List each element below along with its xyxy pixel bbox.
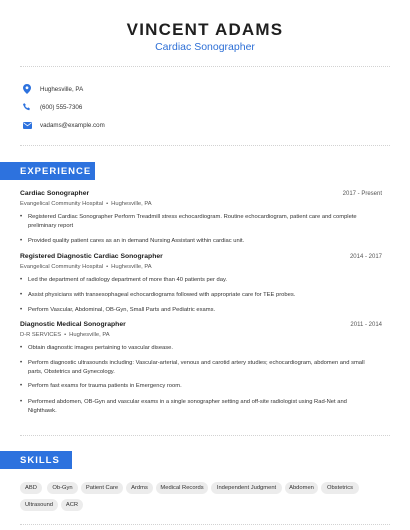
job-title: Diagnostic Medical Sonographer <box>20 321 126 328</box>
bullet-text: Provided quality patient cares as an in demand Nursing Assistant within cardiac unit. <box>28 238 245 244</box>
skill-chip: Patient Care <box>81 482 123 494</box>
divider <box>20 524 390 525</box>
skill-chip: Ultrasound <box>20 499 58 511</box>
skill-chip: ABD <box>20 482 42 494</box>
job-dates: 2017 - Present <box>342 191 382 197</box>
experience-heading: EXPERIENCE <box>0 162 95 180</box>
job-bullet: • Perform Vascular, Abdominal, OB-Gyn, Small Parts and Pediatric exams. <box>20 307 216 313</box>
skills-heading: SKILLS <box>0 451 72 469</box>
location-pin-icon <box>22 84 32 94</box>
job-bullet: • Assist physicians with transesophageal echocardiograms followed with appropriate care for TEE probes. <box>20 292 296 298</box>
divider <box>20 145 390 146</box>
contact-email-text: vadams@example.com <box>40 121 105 129</box>
candidate-role: Cardiac Sonographer <box>155 41 255 53</box>
job-title: Registered Diagnostic Cardiac Sonographer <box>20 253 163 260</box>
job-bullet: • Led the department of radiology department of more than 40 patients per day. <box>20 277 228 283</box>
skill-chip: Independent Judgment <box>211 482 282 494</box>
bullet-text: Perform diagnostic ultrasounds including: Vascular-arterial, venous and carotid artery studies; echocardiogram, abdomen and small parts, Obstetrics and Gynecology. <box>28 360 365 375</box>
job-title: Cardiac Sonographer <box>20 190 90 197</box>
job-dates: 2014 - 2017 <box>349 254 382 260</box>
divider <box>20 435 390 436</box>
bullet-text: Obtain diagnostic images pertaining to vascular disease. <box>28 345 174 351</box>
divider <box>20 66 390 67</box>
contact-email <box>22 119 322 131</box>
skill-chip: Ob-Gyn <box>47 482 78 494</box>
job-company: Evangelical Community Hospital <box>20 201 104 207</box>
contact-phone-text: (600) 555-7306 <box>40 103 83 111</box>
job-employer: D-R SERVICES • Hughesville, PA <box>20 332 110 338</box>
bullet-text: Registered Cardiac Sonographer Perform Treadmill stress echocardiogram. Routine echocardiogram, patient care and complete preliminary report <box>28 214 357 229</box>
job-location: Hughesville, PA <box>111 264 152 270</box>
bullet-text: Perform fast exams for trauma patients in Emergency room. <box>28 383 182 389</box>
candidate-name: VINCENT ADAMS <box>126 20 284 39</box>
job-location: Hughesville, PA <box>69 332 110 338</box>
job-employer: Evangelical Community Hospital • Hughesville, PA <box>20 264 152 270</box>
skill-chip: Obstetrics <box>321 482 359 494</box>
job-employer: Evangelical Community Hospital • Hughesville, PA <box>20 201 152 207</box>
job-bullet: • Perform diagnostic ultrasounds including: Vascular-arterial, venous and carotid artery studies; echocardiogram, abdomen and small parts, Obstetrics and Gynecology. <box>20 359 370 376</box>
bullet-text: Performed abdomen, OB-Gyn and vascular exams in a single sonographer setting and off-site radiologist using Rad-Net and Nighthawk. <box>28 399 347 414</box>
job-bullet: • Registered Cardiac Sonographer Perform Treadmill stress echocardiogram. Routine echocardiogram, patient care and complete preliminary report <box>20 213 370 230</box>
job-bullet: • Provided quality patient cares as an in demand Nursing Assistant within cardiac unit. <box>20 238 245 244</box>
job-bullet: • Perform fast exams for trauma patients in Emergency room. <box>20 383 182 389</box>
bullet-text: Assist physicians with transesophageal echocardiograms followed with appropriate care for TEE probes. <box>28 292 296 298</box>
email-icon <box>22 120 32 130</box>
skill-chip: ACR <box>61 499 83 511</box>
bullet-text: Perform Vascular, Abdominal, OB-Gyn, Small Parts and Pediatric exams. <box>28 307 216 313</box>
job-location: Hughesville, PA <box>111 201 152 207</box>
job-bullet: • Obtain diagnostic images pertaining to vascular disease. <box>20 345 174 351</box>
job-company: Evangelical Community Hospital <box>20 264 104 270</box>
skill-chip: Ardms <box>126 482 153 494</box>
contact-location-text: Hughesville, PA <box>40 85 84 93</box>
job-dates: 2011 - 2014 <box>350 322 382 328</box>
skill-chip: Medical Records <box>156 482 208 494</box>
skill-chip: Abdomen <box>285 482 318 494</box>
skills-list <box>20 482 390 516</box>
job-company: D-R SERVICES <box>20 332 62 338</box>
contact-phone <box>22 101 322 113</box>
job-bullet: • Performed abdomen, OB-Gyn and vascular exams in a single sonographer setting and off-site radiologist using Rad-Net and Nighthawk. <box>20 398 370 415</box>
phone-icon <box>22 102 32 112</box>
contact-location <box>22 83 322 95</box>
bullet-text: Led the department of radiology department of more than 40 patients per day. <box>28 277 228 283</box>
